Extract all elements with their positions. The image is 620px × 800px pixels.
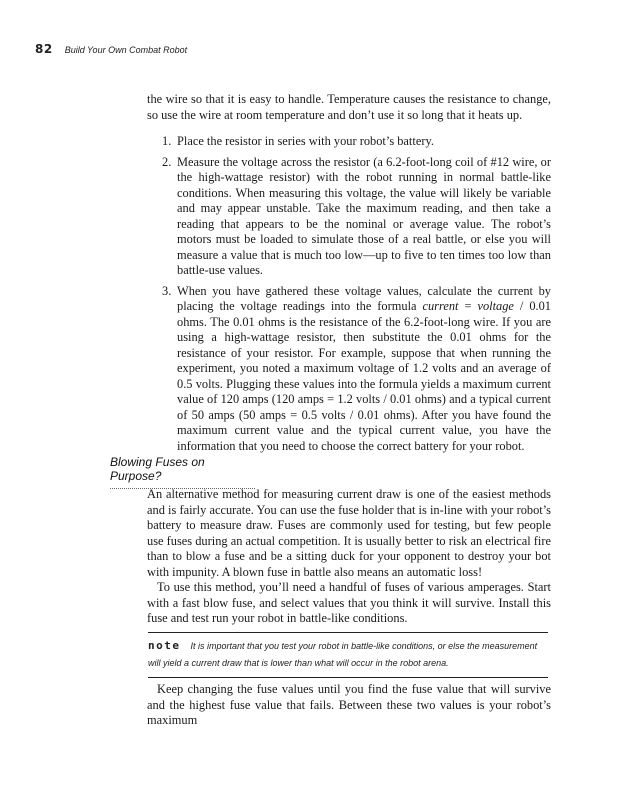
- step-text: Measure the voltage across the resistor (a 6.2-foot-long coil of #12 wire, or the high-wattage resistor) with the robot running in normal battle-like conditions. When measuring this voltage, the value will likely be variable and may appear unstable. Take the maximum reading, and then take a reading that appears to be the nominal or average value. The robot’s motors must be loaded to simulate those of a real battle, or else you will measure a value that is much too low—up to five to ten times too low than battle-use values.: [177, 154, 551, 277]
- step-item: [147, 134, 551, 150]
- intro-paragraph: the wire so that it is easy to handle. Temperature causes the resistance to change, so use the wire at room temperature and don’t use it so long that it heats up.: [147, 92, 551, 122]
- section-body: [147, 487, 551, 627]
- section-paragraph: To use this method, you’ll need a handful of fuses of various amperages. Start with a fast blow fuse, and select values that you think it will survive. Install this fuse and test run your robot in battle-like conditions.: [147, 580, 551, 625]
- running-header: [35, 42, 187, 56]
- closing-paragraph: Keep changing the fuse values until you find the fuse value that will survive and the highest fuse value that fails. Between these two values is your robot’s maximum: [147, 682, 551, 727]
- step-text: When you have gathered these voltage values, calculate the current by placing the voltage readings into the formula current = voltage / 0.01 ohms. The 0.01 ohms is the resistance of the 6.2-foot-long wire. If you are using a high-wattage resistor, then substitute the 0.01 ohms for the resistance of your resistor. For example, suppose that when running the experiment, you noted a maximum voltage of 1.2 volts and an average of 0.5 volts. Plugging these values into the formula yields a maximum current value of 120 amps (120 amps = 1.2 volts / 0.01 ohms) and a typical current of 50 amps (50 amps = 0.5 volts / 0.01 ohms). After you have found the maximum current value and the typical current value, you have the information that you need to choose the correct battery for your robot.: [177, 283, 552, 453]
- section-heading: Blowing Fuses on Purpose?: [110, 455, 255, 489]
- procedure-steps: [147, 134, 551, 459]
- step-text: Place the resistor in series with your robot’s battery.: [177, 134, 434, 148]
- formula-voltage: voltage: [477, 299, 514, 313]
- book-title: Build Your Own Combat Robot: [64, 45, 188, 55]
- page-number: 82: [35, 42, 53, 56]
- step-number: 3.: [162, 283, 172, 298]
- step-number: 2.: [162, 154, 172, 169]
- section-paragraph: An alternative method for measuring current draw is one of the easiest methods and is fairly accurate. You can use the fuse holder that is in-line with your robot’s battery to measure draw. Fuses are commonly used for testing, but few people use fuses during an actual competition. It is usually better to risk an electrical fire than to blow a fuse and be a sitting duck for your opponent to destroy your bot with impunity. A blown fuse in battle also means an automatic loss!: [147, 487, 551, 579]
- formula-current: current: [422, 299, 459, 313]
- note-box: [148, 632, 548, 678]
- step-number: 1.: [162, 134, 172, 148]
- note-label: note: [148, 639, 181, 652]
- step-item: [147, 155, 551, 279]
- note-text: It is important that you test your robot in battle-like conditions, or else the measurement will yield a current draw that is lower than what will occur in the robot arena.: [148, 641, 538, 668]
- step-item: [147, 284, 551, 455]
